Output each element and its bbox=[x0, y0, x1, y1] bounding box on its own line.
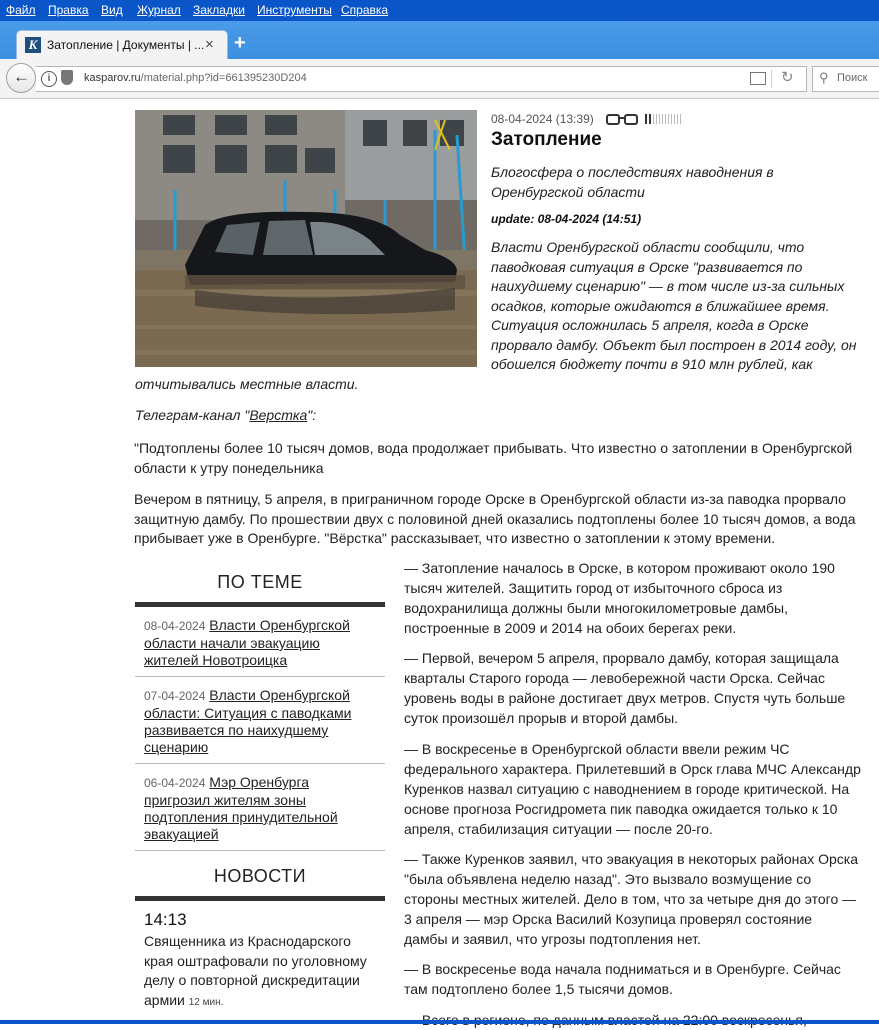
article-title: Затопление bbox=[491, 129, 602, 150]
related-link[interactable]: пригрозил жителям зоны bbox=[144, 792, 306, 808]
lead-line: прорвало дамбу. Объект был построен в 2014 году, он bbox=[491, 336, 857, 353]
divider bbox=[135, 763, 385, 764]
telegram-source: Телеграм-канал "Верстка": bbox=[135, 407, 317, 423]
lead-line: осадков, которые ожидаются в ближайшее время. bbox=[491, 297, 830, 314]
tab-active[interactable] bbox=[16, 30, 228, 60]
paragraph-line: защитную дамбу. По прошествии двух с половиной дней оказались подтоплены более 10 тысяч домов, а вода bbox=[134, 511, 856, 527]
window-bottom-border bbox=[0, 1020, 879, 1024]
news-heading-bar bbox=[135, 896, 385, 901]
article-paragraph: — Первой, вечером 5 апреля, прорвало дамбу, которая защищала кварталы Старого города — левобережной части Орска. Сейчас уровень воды в районе достигает двух метров. Спустя чуть больше суток произошёл прорыв и второй дамбы. bbox=[404, 650, 846, 726]
page-content bbox=[0, 99, 879, 1024]
search-placeholder: Поиск bbox=[837, 72, 868, 84]
close-icon[interactable]: × bbox=[205, 36, 214, 53]
lead-line: наихудшему сценарию" — в том числе из-за сильных bbox=[491, 278, 845, 294]
menu-edit[interactable]: Правка bbox=[48, 3, 89, 17]
news-heading: НОВОСТИ bbox=[213, 866, 307, 886]
divider bbox=[135, 676, 385, 677]
related-date: 06-04-2024 bbox=[144, 776, 206, 790]
menu-tools[interactable]: Инструменты bbox=[257, 3, 332, 17]
navigation-bar bbox=[0, 59, 879, 99]
lead-line: обошелся бюджету почти в 910 млн рублей, как bbox=[491, 356, 813, 372]
lead-line: Ситуация осложнилась 5 апреля, когда в Орске bbox=[491, 317, 809, 333]
url-bar[interactable] bbox=[36, 66, 807, 92]
related-link[interactable]: подтопления принудительной bbox=[144, 809, 338, 825]
url-text[interactable]: kasparov.ru/material.php?id=661395230D204 bbox=[84, 72, 307, 84]
news-time: 14:13 bbox=[144, 910, 187, 929]
divider bbox=[135, 850, 385, 851]
paragraph-line: прибывает уже в Оренбурге. "Вёрстка" рассказывает, что известно о затоплении к этому времени. bbox=[134, 530, 776, 546]
related-heading: ПО ТЕМЕ bbox=[217, 572, 303, 592]
plus-icon[interactable]: + bbox=[234, 32, 246, 54]
related-link[interactable]: Мэр Оренбурга bbox=[209, 774, 310, 790]
article-update-date: update: 08-04-2024 (14:51) bbox=[491, 212, 642, 226]
related-date: 08-04-2024 bbox=[144, 619, 206, 633]
tab-title: Затопление | Документы | ... bbox=[47, 38, 205, 52]
article-subtitle: Блогосфера о последствиях наводнения в Оренбургской области bbox=[491, 164, 774, 200]
article-paragraph: — Затопление началось в Орске, в котором проживают около 190 тысяч жителей. Защитить город от избыточного сброса из водохранилища должны были многокилометровые дамбы, построенные в 2009 и 2014 на обоих берегах реки. bbox=[404, 560, 835, 636]
article-photo bbox=[135, 110, 477, 367]
related-item bbox=[144, 687, 376, 756]
search-input[interactable] bbox=[812, 66, 879, 92]
lead-line: Власти Оренбургской области сообщили, что bbox=[491, 239, 805, 255]
url-separator bbox=[771, 70, 772, 88]
article-paragraph: — В воскресенье в Оренбургской области ввели режим ЧС федерального характера. Прилетевший в Орск глава МЧС Александр Куренков назвал ситуацию с наводнением в городе критической. На основе прогноза Росгидромета пик паводка ожидается только к 10 апреля, стабилизация ситуации — после 20-го. bbox=[404, 741, 861, 837]
reader-view-icon[interactable] bbox=[750, 72, 766, 85]
related-heading-bar bbox=[135, 602, 385, 607]
back-arrow-icon: ← bbox=[13, 67, 30, 86]
glasses-icon[interactable] bbox=[606, 113, 638, 125]
menu-bookmarks[interactable]: Закладки bbox=[193, 3, 245, 17]
related-date: 07-04-2024 bbox=[144, 689, 206, 703]
article-date: 08-04-2024 (13:39) bbox=[491, 112, 594, 126]
tab-strip bbox=[0, 21, 879, 59]
related-link[interactable]: Власти Оренбургской bbox=[209, 617, 350, 633]
related-item bbox=[144, 617, 376, 669]
lead-line: отчитывались местные власти. bbox=[135, 376, 359, 392]
site-favicon-icon: K bbox=[25, 37, 41, 53]
related-link[interactable]: развивается по наихудшему bbox=[144, 722, 329, 738]
info-icon[interactable]: i bbox=[41, 71, 57, 87]
menu-file[interactable]: Файл bbox=[6, 3, 36, 17]
quote-line: области к утру понедельника bbox=[134, 460, 324, 476]
menu-history[interactable]: Журнал bbox=[137, 3, 181, 17]
news-item[interactable]: Священника из Краснодарского края оштрафовали по уголовному делу о повторной дискредитации армии 12 мин. bbox=[144, 933, 367, 1008]
search-icon: ⚲ bbox=[819, 70, 829, 85]
menu-bar bbox=[0, 0, 879, 21]
related-link[interactable]: эвакуацией bbox=[144, 826, 219, 842]
news-ago: 12 мин. bbox=[188, 996, 224, 1008]
menu-help[interactable]: Справка bbox=[341, 3, 389, 17]
related-item bbox=[144, 774, 376, 843]
rating-bar bbox=[645, 114, 685, 124]
paragraph-line: Вечером в пятницу, 5 апреля, в приграничном городе Орске в Оренбургской области из-за паводка прорвало bbox=[134, 491, 846, 507]
related-link[interactable]: области: Ситуация с паводками bbox=[144, 705, 352, 721]
quote-line: "Подтоплены более 10 тысяч домов, вода продолжает прибывать. Что известно о затоплении в Оренбургской bbox=[134, 440, 853, 456]
article-paragraph: — В воскресенье вода начала подниматься и в Оренбурге. Сейчас там подтоплено более 1,5 тысячи домов. bbox=[404, 961, 841, 997]
related-link[interactable]: жителей Новотроицка bbox=[144, 652, 288, 668]
article-paragraph: — Также Куренков заявил, что эвакуация в некоторых районах Орска "была объявлена неделю назад". Это вызвало возмущение со стороны местных жителей. Дело в том, что за четыре дня до этого — 3 апреля — мэр Орска Василий Козупица проверял состояние дамбы и заявил, что угрозы подтопления нет. bbox=[404, 851, 858, 947]
shield-icon[interactable] bbox=[61, 70, 73, 85]
related-link[interactable]: области начали эвакуацию bbox=[144, 635, 320, 651]
menu-view[interactable]: Вид bbox=[101, 3, 123, 17]
telegram-link[interactable]: Верстка bbox=[249, 407, 308, 423]
lead-line: паводковая ситуация в Орске "развивается по bbox=[491, 258, 803, 275]
reload-icon[interactable]: ↻ bbox=[781, 69, 794, 86]
related-link[interactable]: сценарию bbox=[144, 739, 209, 755]
back-button[interactable] bbox=[6, 63, 36, 93]
related-link[interactable]: Власти Оренбургской bbox=[209, 687, 350, 703]
